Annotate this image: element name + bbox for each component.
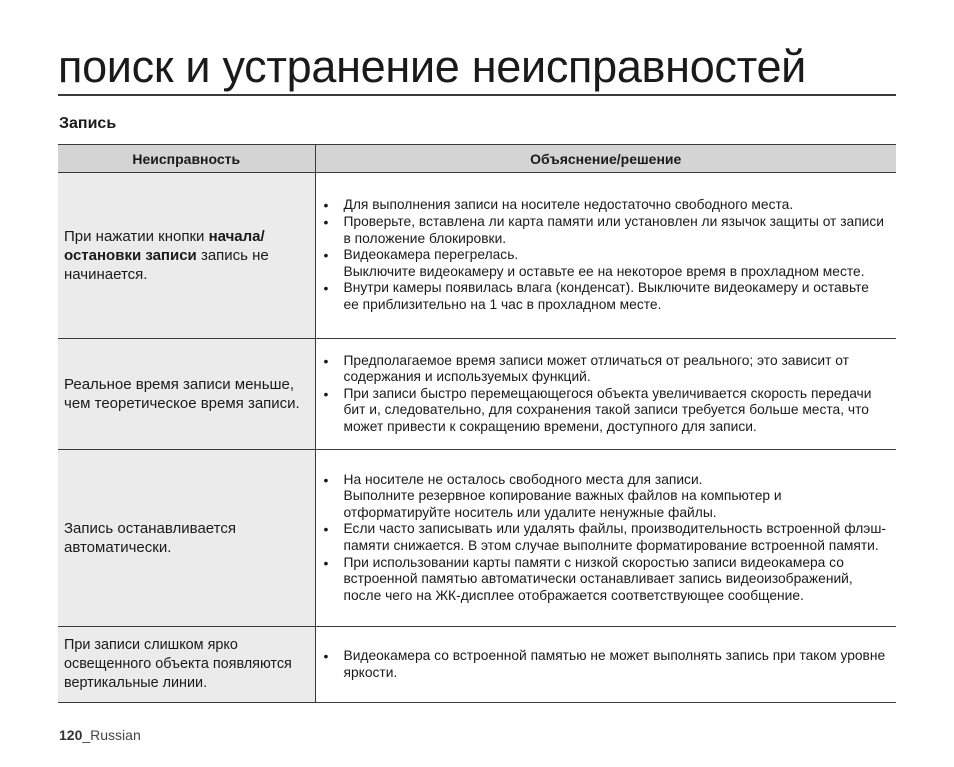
table-header-row: [58, 145, 896, 173]
section-title: Запись: [59, 115, 117, 132]
bullet-list: [324, 472, 887, 605]
issue-cell: [58, 173, 315, 339]
bullet-item: • Видеокамера со встроенной памятью не может выполнять запись при таком уровне яркости.: [324, 648, 887, 681]
bullet-item: • Проверьте, вставлена ли карта памяти или установлен ли язычок защиты от записи в положение блокировки.: [324, 214, 887, 247]
bullet-item: • Предполагаемое время записи может отличаться от реального; это зависит от содержания и используемых функций.: [324, 353, 887, 386]
header-explanation: Объяснение/решение: [315, 145, 896, 173]
bullet-item: • Внутри камеры появилась влага (конденсат). Выключите видеокамеру и оставьте ее приблизительно на 1 час в прохладном месте.: [324, 280, 887, 313]
issue-text: При нажатии кнопки: [64, 228, 209, 245]
table-row: [58, 173, 896, 339]
explanation-cell: [315, 450, 896, 627]
bullet-list: [324, 353, 887, 436]
table-row: [58, 450, 896, 627]
issue-text-end: запись не начинается.: [64, 247, 269, 283]
troubleshooting-table: [58, 144, 896, 703]
page-number: 120: [59, 727, 83, 743]
bullet-item: • На носителе не осталось свободного места для записи. Выполните резервное копирование важных файлов на компьютер и отформатируйте носитель или удалите ненужные файлы.: [324, 472, 887, 522]
bullet-item: • Видеокамера перегрелась. Выключите видеокамеру и оставьте ее на некоторое время в прохладном месте.: [324, 247, 887, 280]
bullet-list: [324, 197, 887, 313]
issue-button-name: начала/ остановки записи: [64, 228, 265, 264]
bullet-item: • Если часто записывать или удалять файлы, производительность встроенной флэш-памяти снижается. В этом случае выполните форматирование встроенной памяти.: [324, 521, 887, 554]
page-footer: [59, 727, 141, 743]
issue-cell: При записи слишком ярко освещенного объекта появляются вертикальные линии.: [58, 627, 315, 703]
explanation-cell: [315, 339, 896, 450]
explanation-cell: [315, 173, 896, 339]
bullet-item: • При записи быстро перемещающегося объекта увеличивается скорость передачи бит и, следовательно, для сохранения такой записи требуется больше места, что может привести к сокращению времени, доступного для записи.: [324, 386, 887, 436]
page-title: поиск и устранение неисправностей: [58, 40, 896, 96]
footer-language: _Russian: [82, 727, 141, 743]
issue-cell: Реальное время записи меньше, чем теоретическое время записи.: [58, 339, 315, 450]
bullet-item: • При использовании карты памяти с низкой скоростью записи видеокамера со встроенной памятью автоматически останавливает запись видеоизображений, после чего на ЖК-дисплее отображается соответствующее сообщение.: [324, 555, 887, 605]
explanation-cell: [315, 627, 896, 703]
table-row: [58, 627, 896, 703]
table-row: [58, 339, 896, 450]
header-issue: Неисправность: [58, 145, 315, 173]
issue-cell: Запись останавливается автоматически.: [58, 450, 315, 627]
bullet-item: • Для выполнения записи на носителе недостаточно свободного места.: [324, 197, 887, 214]
bullet-list: [324, 648, 887, 681]
